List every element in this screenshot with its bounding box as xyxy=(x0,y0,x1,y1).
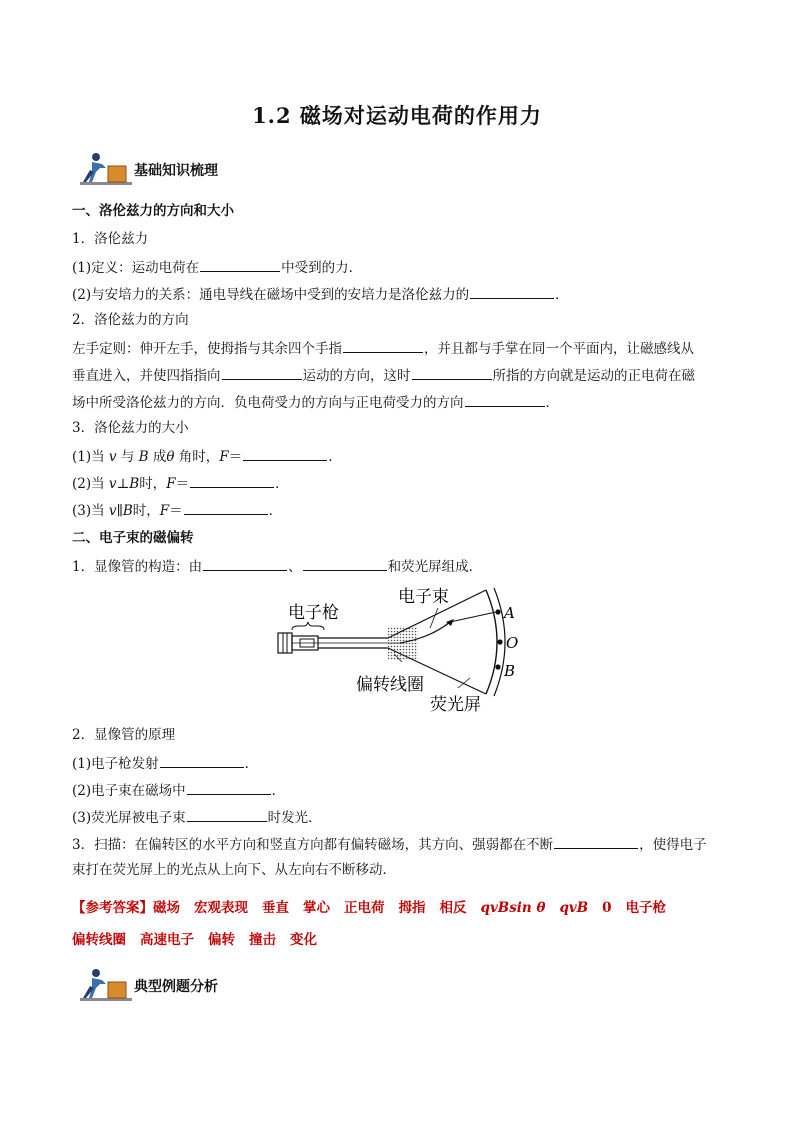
fill-blank[interactable] xyxy=(187,807,267,822)
text-line: (1)电子枪发射 ． xyxy=(72,753,258,773)
text-line: (3)当 v∥B时，F＝ ． xyxy=(72,500,282,520)
label-deflection-coil: 偏转线圈 xyxy=(356,675,424,695)
label-screen: 荧光屏 xyxy=(430,695,481,715)
text-line: (1)当 v 与 B 成θ 角时，F＝ ． xyxy=(72,446,342,466)
answer-prefix: 【参考答案】 xyxy=(72,900,153,916)
fill-blank[interactable] xyxy=(222,365,302,380)
label-point-b: B xyxy=(504,662,516,680)
heading: 二、电子束的磁偏转 xyxy=(72,530,194,546)
label-point-o: O xyxy=(506,634,519,652)
person-pushing-box-icon xyxy=(80,968,134,1004)
fill-blank[interactable] xyxy=(160,753,244,768)
text-line: (1)定义：运动电荷在 中受到的力． xyxy=(72,257,362,277)
text-line: 3．扫描：在偏转区的水平方向和竖直方向都有偏转磁场，其方向、强弱都在不断 ，使得电子 xyxy=(72,834,707,854)
label-electron-beam: 电子束 xyxy=(398,587,449,607)
label-point-a: A xyxy=(504,604,515,622)
section-label: 典型例题分析 xyxy=(134,979,218,995)
text-line: (2)当 v⊥B时，F＝ ． xyxy=(72,473,289,493)
subheading: 2．洛伦兹力的方向 xyxy=(72,312,189,328)
subheading: 2．显像管的原理 xyxy=(72,727,176,743)
section-header-examples xyxy=(80,968,380,1004)
answer-key-line-2: 偏转线圈 高速电子 偏转 撞击 变化 xyxy=(72,932,317,948)
text-line: 束打在荧光屏上的光点从上向下、从左向右不断移动． xyxy=(72,862,396,878)
fill-blank[interactable] xyxy=(470,284,554,299)
fill-blank[interactable] xyxy=(203,556,287,571)
fill-blank[interactable] xyxy=(465,392,545,407)
fill-blank[interactable] xyxy=(184,500,268,515)
subheading: 1．洛伦兹力 xyxy=(72,231,149,247)
fill-blank[interactable] xyxy=(190,473,274,488)
answer-key-line-1: 【参考答案】磁场 宏观表现 垂直 掌心 正电荷 拇指 相反 qvBsin θ qvB 0 电子枪 xyxy=(72,900,667,916)
fill-blank[interactable] xyxy=(187,780,271,795)
heading: 一、洛伦兹力的方向和大小 xyxy=(72,203,234,219)
text-line: 左手定则：伸开左手，使拇指与其余四个手指 ，并且都与手掌在同一个平面内，让磁感线从 xyxy=(72,338,694,358)
text-line: (2)与安培力的关系：通电导线在磁场中受到的安培力是洛伦兹力的 ． xyxy=(72,284,569,304)
section-label: 基础知识梳理 xyxy=(134,163,218,179)
label-electron-gun: 电子枪 xyxy=(288,603,339,623)
text-line: 场中所受洛伦兹力的方向．负电荷受力的方向与正电荷受力的方向 ． xyxy=(72,392,559,412)
text-line: (2)电子束在磁场中 ． xyxy=(72,780,285,800)
text-line: 垂直进入，并使四指指向 运动的方向，这时 所指的方向就是运动的正电荷在磁 xyxy=(72,365,695,385)
fill-blank[interactable] xyxy=(243,446,327,461)
fill-blank[interactable] xyxy=(412,365,492,380)
page-title: 1.2 磁场对运动电荷的作用力 xyxy=(252,103,542,128)
fill-blank[interactable] xyxy=(554,834,638,849)
subheading: 3．洛伦兹力的大小 xyxy=(72,420,189,436)
fill-blank[interactable] xyxy=(343,338,423,353)
fill-blank[interactable] xyxy=(303,556,387,571)
person-pushing-box-icon xyxy=(80,152,134,188)
text-line: (3)荧光屏被电子束 时发光． xyxy=(72,807,322,827)
section-header-basics xyxy=(80,152,380,188)
crt-diagram xyxy=(270,582,530,722)
fill-blank[interactable] xyxy=(200,257,280,272)
text-line: 1．显像管的构造：由 、 和荧光屏组成． xyxy=(72,556,482,576)
